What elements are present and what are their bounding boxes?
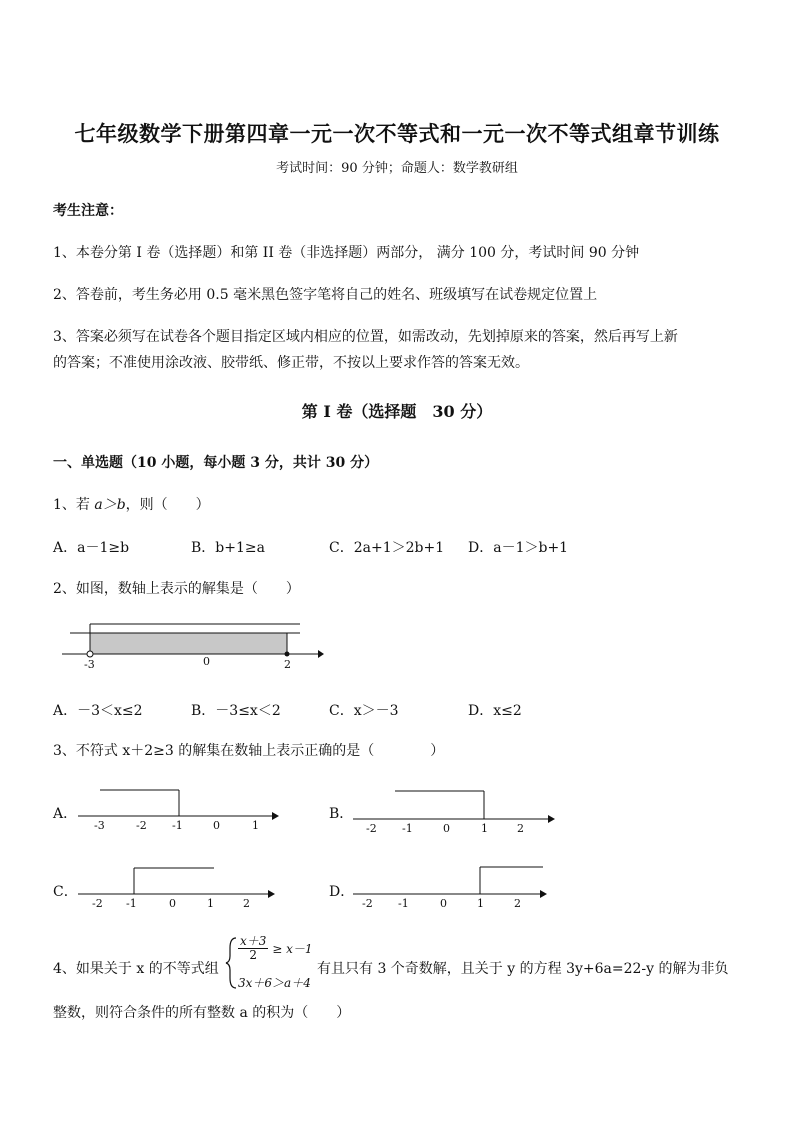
q2-option-c[interactable]: C．x＞－3 <box>329 703 399 719</box>
q4-fraction <box>238 935 268 962</box>
q4-frac-numerator: x＋3 <box>240 934 267 948</box>
q3-option-d-letter[interactable]: D． <box>329 884 355 900</box>
q2-tick-label: 0 <box>203 655 210 668</box>
q3a-tick-label: 0 <box>213 819 220 832</box>
q3c-tick-label: 1 <box>207 897 214 910</box>
q3d-tick-label: 1 <box>477 897 484 910</box>
q1-prefix: 1、若 <box>53 497 95 513</box>
q2-option-b[interactable]: B．－3≤x＜2 <box>191 703 281 719</box>
q3a-tick-label: -1 <box>172 819 183 832</box>
question-3-stem: 3、不符式 x＋2≥3 的解集在数轴上表示正确的是（ ） <box>53 743 445 759</box>
notice-item-1: 1、本卷分第 I 卷（选择题）和第 II 卷（非选择题）两部分， 满分 100 分，考试时间 90 分钟 <box>53 245 640 261</box>
question-2-stem: 2、如图，数轴上表示的解集是（ ） <box>53 581 300 597</box>
notice-heading: 考生注意： <box>53 203 123 219</box>
q3c-tick-label: 0 <box>169 897 176 910</box>
q4-inequality-1 <box>238 935 313 962</box>
q2-option-d[interactable]: D．x≤2 <box>468 703 522 719</box>
q4-ineq1-rhs: ≥ x－1 <box>272 942 313 956</box>
q3a-tick-label: -2 <box>136 819 147 832</box>
q3c-tick-label: -1 <box>126 897 137 910</box>
q3-option-d-line[interactable] <box>353 867 547 910</box>
q4-system-brace <box>226 938 236 988</box>
q2-tick-label: 2 <box>284 658 291 671</box>
q3a-tick-label: -3 <box>94 819 105 832</box>
q3-option-a-letter[interactable]: A． <box>53 806 78 822</box>
q1-condition: a＞b <box>94 497 126 513</box>
q3a-tick-label: 1 <box>252 819 259 832</box>
q3b-tick-label: 2 <box>517 822 524 835</box>
q3c-tick-label: -2 <box>92 897 103 910</box>
q4-prefix: 4、如果关于 x 的不等式组 <box>53 961 219 977</box>
q3d-tick-label: 0 <box>440 897 447 910</box>
q3b-tick-label: -2 <box>366 822 377 835</box>
q1-option-a[interactable]: A．a－1≥b <box>53 540 130 556</box>
exam-title: 七年级数学下册第四章一元一次不等式和一元一次不等式组章节训练 <box>74 121 720 146</box>
q3b-tick-label: 0 <box>443 822 450 835</box>
q1-option-c[interactable]: C．2a+1＞2b+1 <box>329 540 445 556</box>
q3-option-c-letter[interactable]: C． <box>53 884 78 900</box>
q1-option-b[interactable]: B．b+1≥a <box>191 540 265 556</box>
q4-line-2: 整数，则符合条件的所有整数 a 的积为（ ） <box>53 1005 351 1021</box>
q3d-tick-label: -2 <box>362 897 373 910</box>
q2-option-a[interactable]: A．－3＜x≤2 <box>53 703 143 719</box>
q4-frac-denominator: 2 <box>249 948 258 962</box>
q3b-tick-label: -1 <box>402 822 413 835</box>
part-heading: 一、单选题（10 小题，每小题 3 分，共计 30 分） <box>53 455 379 471</box>
notice-item-2: 2、答卷前，考生务必用 0.5 毫米黑色签字笔将自己的姓名、班级填写在试卷规定位置上 <box>53 287 598 303</box>
notice-item-3-cont: 的答案；不准使用涂改液、胶带纸、修正带，不按以上要求作答的答案无效。 <box>53 355 529 371</box>
notice-item-3: 3、答案必须写在试卷各个题目指定区域内相应的位置，如需改动，先划掉原来的答案，然后再写上新 <box>53 329 678 345</box>
q2-tick-label: -3 <box>84 658 95 671</box>
section-title: 第 I 卷（选择题 30 分） <box>301 402 493 421</box>
q1-option-d[interactable]: D．a－1＞b+1 <box>468 540 569 556</box>
exam-subtitle: 考试时间：90 分钟；命题人：数学教研组 <box>276 161 518 176</box>
q4-middle: 有且只有 3 个奇数解，且关于 y 的方程 3y+6a=22-y 的解为非负 <box>317 961 729 977</box>
q3-option-b-letter[interactable]: B． <box>329 806 354 822</box>
q3-option-c-line[interactable] <box>78 868 275 910</box>
q3d-tick-label: 2 <box>514 897 521 910</box>
q3-option-a-line[interactable] <box>78 790 279 832</box>
q3-option-b-line[interactable] <box>353 791 555 835</box>
q1-suffix: ，则（ ） <box>125 497 210 513</box>
q3d-tick-label: -1 <box>398 897 409 910</box>
q3c-tick-label: 2 <box>243 897 250 910</box>
q4-inequality-2: 3x＋6＞a＋4 <box>238 976 311 990</box>
q3b-tick-label: 1 <box>481 822 488 835</box>
